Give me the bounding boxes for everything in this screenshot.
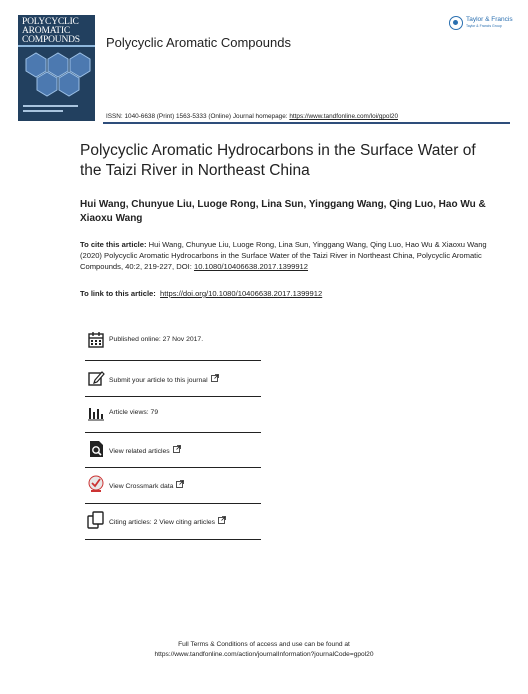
- cover-hexagon-graphic: [18, 51, 95, 101]
- external-link-icon: [176, 480, 184, 488]
- doi-link[interactable]: https://doi.org/10.1080/10406638.2017.1399912: [160, 289, 323, 298]
- submit-article-link[interactable]: [109, 374, 219, 384]
- cover-title-line: AROMATIC: [22, 26, 71, 36]
- citation-block: [80, 240, 510, 272]
- external-link-icon: [211, 374, 219, 382]
- journal-homepage-link[interactable]: https://www.tandfonline.com/loi/gpol20: [289, 113, 399, 120]
- cover-title-line: POLYCYCLIC: [22, 17, 79, 27]
- header-divider: [103, 122, 510, 124]
- publisher-subname: Taylor & Francis Group: [466, 24, 502, 28]
- cover-text-line: [23, 110, 63, 112]
- footer-text: Full Terms & Conditions of access and use can be found at: [178, 641, 350, 648]
- calendar-icon: [87, 331, 105, 349]
- article-title: Polycyclic Aromatic Hydrocarbons in the Surface Water of the Taizi River in Northeast China: [80, 142, 476, 179]
- article-link-block: [80, 289, 322, 298]
- journal-title[interactable]: Polycyclic Aromatic Compounds: [106, 35, 291, 50]
- publisher-name: Taylor & Francis: [466, 16, 513, 23]
- citing-row[interactable]: [85, 503, 261, 539]
- submit-article-text: Submit your article to this journal: [109, 377, 208, 384]
- cover-text-line: [23, 105, 78, 107]
- citing-articles-text: Citing articles: 2 View citing articles: [109, 519, 216, 526]
- citation-label: To cite this article:: [80, 240, 147, 249]
- submit-row[interactable]: [85, 361, 261, 397]
- crossmark-row[interactable]: [85, 467, 261, 503]
- published-row: [85, 323, 261, 359]
- cover-title: [22, 18, 92, 45]
- published-date-text: Published online: 27 Nov 2017.: [109, 336, 204, 343]
- crossmark-icon: [87, 475, 105, 493]
- edit-icon: [87, 369, 105, 387]
- view-crossmark-link[interactable]: [109, 480, 184, 490]
- publisher-logo-icon: [449, 16, 463, 30]
- article-views-text: Article views: 79: [109, 409, 159, 416]
- citation-doi-link[interactable]: 10.1080/10406638.2017.1399912: [193, 261, 309, 271]
- external-link-icon: [218, 516, 226, 524]
- journal-cover-image: [18, 15, 95, 121]
- publisher-logo[interactable]: [449, 15, 515, 37]
- view-citing-articles-link[interactable]: [109, 516, 226, 526]
- issn-line: [106, 113, 398, 120]
- citation-text: Hui Wang, Chunyue Liu, Luoge Rong, Lina Sun, Yinggang Wang, Qing Luo, Hao Wu & Xiaoxu Wang (2020) Polycyclic Aromatic Hydrocarbons in the Surface Water of the Taizi River in Northeast China, Polycyclic Aromatic Compounds, 40:2, 219-227, DOI:: [80, 240, 487, 271]
- link-label: To link to this article:: [80, 289, 156, 298]
- article-authors: Hui Wang, Chunyue Liu, Luoge Rong, Lina Sun, Yinggang Wang, Qing Luo, Hao Wu & Xiaoxu Wang: [80, 199, 486, 224]
- view-crossmark-text: View Crossmark data: [109, 483, 174, 490]
- view-related-articles-link[interactable]: [109, 445, 181, 455]
- bar-chart-icon: [87, 404, 105, 422]
- cover-stripe: [18, 45, 95, 47]
- view-related-text: View related articles: [109, 448, 170, 455]
- issn-text: ISSN: 1040-6638 (Print) 1563-5333 (Online) Journal homepage:: [106, 113, 290, 120]
- related-row[interactable]: [85, 432, 261, 468]
- cover-title-line: COMPOUNDS: [22, 35, 80, 45]
- footer-terms-link[interactable]: https://www.tandfonline.com/action/journalInformation?journalCode=gpol20: [154, 651, 374, 658]
- external-link-icon: [173, 445, 181, 453]
- footer: [0, 640, 528, 660]
- citing-articles-icon: [87, 511, 105, 529]
- row-divider: [85, 539, 261, 540]
- views-row: [85, 396, 261, 432]
- related-articles-icon: [87, 440, 105, 458]
